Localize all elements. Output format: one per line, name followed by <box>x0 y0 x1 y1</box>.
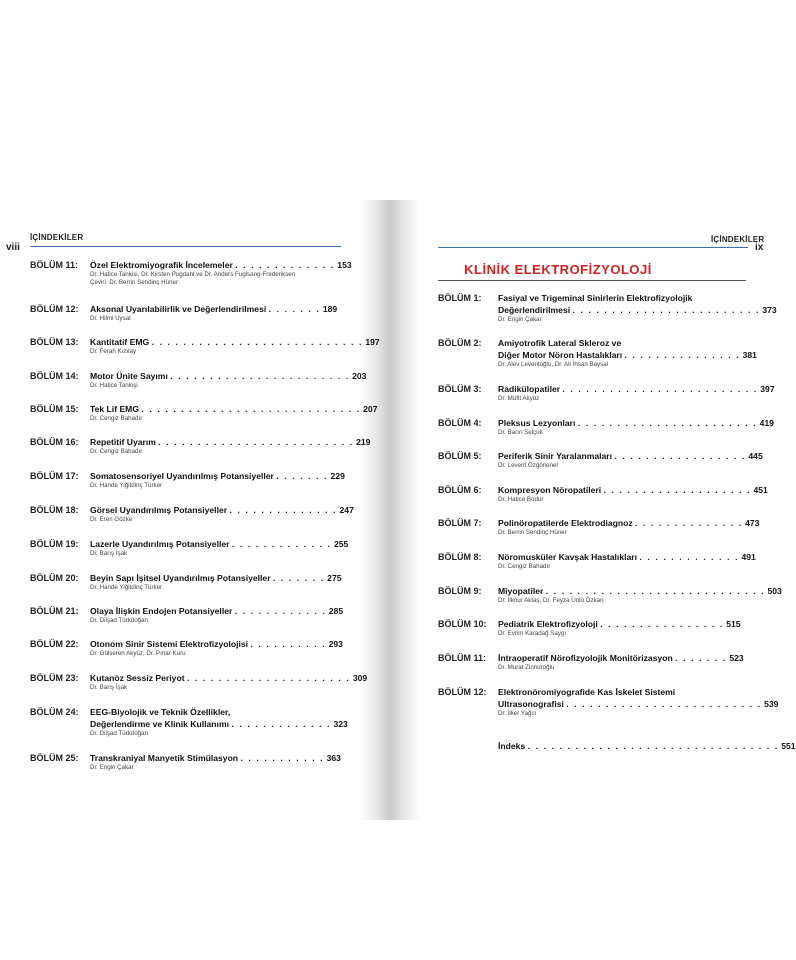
author-line: Dr. Barış İşak <box>90 684 128 691</box>
chapter-title-line <box>498 653 744 663</box>
author-line: Dr. Ferah Kızılay <box>90 348 137 355</box>
chapter-title-line <box>498 384 775 394</box>
dot-leader: . . . . . . . . . . . . . . . . . <box>614 451 746 461</box>
chapter-title-line <box>90 304 337 314</box>
dot-leader: . . . . . . . . . . . . . . . . <box>600 619 724 629</box>
chapter-title-line <box>90 471 345 481</box>
chapter-label: BÖLÜM 14: <box>30 371 79 381</box>
chapter-title-line <box>90 404 377 414</box>
chapter-label: BÖLÜM 22: <box>30 639 79 649</box>
dot-leader: . . . . . . . . . . . . . . . <box>624 350 741 360</box>
dot-leader: . . . . . . . . . . . . . . . . . . . . . . . . <box>572 305 760 315</box>
chapter-title-line <box>498 485 768 495</box>
chapter-title: Pediatrik Elektrofizyoloji <box>498 619 598 629</box>
dot-leader: . . . . . . . . . . . . . . <box>229 505 338 515</box>
chapter-title: Transkraniyal Manyetik Stimülasyon <box>90 753 239 763</box>
chapter-title: Aksonal Uyarılabilirlik ve Değerlendirilmesi <box>90 304 267 314</box>
author-line: Dr. Dilşad Türkdoğan <box>90 730 149 737</box>
chapter-label: BÖLÜM 8: <box>438 552 482 562</box>
chapter-label: BÖLÜM 25: <box>30 753 79 763</box>
left-page-number: viii <box>6 242 20 253</box>
chapter-title: Özel Elektromiyografik İncelemeler <box>90 260 233 270</box>
chapter-title-line <box>498 305 777 315</box>
chapter-label: BÖLÜM 11: <box>30 260 79 270</box>
author-line: Dr. Cengiz Bahadır <box>498 563 551 570</box>
translator-line: Çeviri: Dr. Berrin Sendinç Hüner <box>90 279 179 286</box>
author-line: Dr. Murat Zinnuroğlu <box>498 664 555 671</box>
chapter-title: Radikülopatiler <box>498 384 561 394</box>
author-line: Dr. İlknur Aktaş, Dr. Feyza Ünlü Özkan <box>498 597 604 604</box>
page-number: 255 <box>333 539 349 549</box>
author-line: Dr. Barın Selçuk <box>498 429 543 436</box>
author-line: Dr. Dilşad Türkdoğan <box>90 617 149 624</box>
chapter-title-line1: Fasiyal ve Trigeminal Sinirlerin Elektrofizyolojik <box>498 293 693 303</box>
page-number: 189 <box>322 304 338 314</box>
chapter-title-line <box>90 719 348 729</box>
author-line: Dr. Hande Yiğitdinç Türker <box>90 482 163 489</box>
dot-leader: . . . . . . . <box>276 471 329 481</box>
right-header-rule <box>438 247 748 248</box>
chapter-title: İntraoperatif Nörofizyolojik Monitörizasyon <box>498 653 673 663</box>
dot-leader: . . . . . . . . . . . . . . . . . . . . . . . . . . . <box>151 337 363 347</box>
author-line: Dr. Cengiz Bahadır <box>90 448 143 455</box>
page-number: 247 <box>339 505 354 515</box>
chapter-label: BÖLÜM 11: <box>438 653 487 663</box>
dot-leader: . . . . . . . . . . . . . . . . . . . . . . . <box>577 418 758 428</box>
dot-leader: . . . . . . . . . . . . . . . . . . . <box>603 485 752 495</box>
chapter-title-line <box>90 606 343 616</box>
chapter-label: BÖLÜM 9: <box>438 586 482 596</box>
dot-leader: . . . . . . . . . . . . . <box>231 719 332 729</box>
chapter-title-line1: Amiyotrofik Lateral Skleroz ve <box>498 338 622 348</box>
chapter-title-line <box>90 337 380 347</box>
section-title-rule <box>438 280 746 281</box>
page-number: 219 <box>356 437 371 447</box>
page-number: 363 <box>326 753 341 763</box>
left-header-rule <box>30 246 341 247</box>
dot-leader: . . . . . . . . . . . . . . . . . . . . . . . . . <box>158 437 354 447</box>
chapter-title: Ultrasonografisi <box>498 699 564 709</box>
author-line: Dr. Evrim Karadağ Saygı <box>498 630 567 637</box>
chapter-title-line1: Elektronöromiyografide Kas İskelet Sistemi <box>498 687 676 697</box>
page-number: 153 <box>337 260 352 270</box>
author-line: Dr. Cengiz Bahadır <box>90 415 143 422</box>
author-line: Dr. Hande Yiğitdinç Türker <box>90 584 163 591</box>
dot-leader: . . . . . . . . . . . . . . . . . . . . . . . . . . . . <box>545 586 766 596</box>
chapter-label: BÖLÜM 3: <box>438 384 482 394</box>
page-number: 523 <box>729 653 744 663</box>
chapter-label: BÖLÜM 24: <box>30 707 79 717</box>
dot-leader: . . . . . . . . . . <box>250 639 327 649</box>
dot-leader: . . . . . . . <box>675 653 727 663</box>
page-number: 515 <box>726 619 741 629</box>
author-line: Dr. Eren Gözke <box>90 516 133 523</box>
chapter-title-line <box>90 371 366 381</box>
page-number: 381 <box>742 350 757 360</box>
page-number: 197 <box>365 337 380 347</box>
chapter-title: Somatosensoriyel Uyandırılmış Potansiyeller <box>90 471 274 481</box>
author-line: Dr. Müfit Akyüz <box>498 395 540 402</box>
chapter-title-line <box>498 586 782 596</box>
author-line: Dr. Engin Çakar <box>90 764 134 771</box>
page-number: 229 <box>330 471 345 481</box>
chapter-title-line <box>90 753 341 763</box>
chapter-label: BÖLÜM 2: <box>438 338 482 348</box>
chapter-title: Değerlendirme ve Klinik Kullanımı <box>90 719 229 729</box>
chapter-label: BÖLÜM 10: <box>438 619 487 629</box>
chapter-title-line <box>498 619 741 629</box>
page-number: 451 <box>753 485 768 495</box>
chapter-label: BÖLÜM 20: <box>30 573 79 583</box>
chapter-label: BÖLÜM 12: <box>30 304 79 314</box>
chapter-title-line <box>498 552 756 562</box>
dot-leader: . . . . . . . . . . . . . . . . . . . . . <box>186 673 351 683</box>
chapter-label: BÖLÜM 16: <box>30 437 79 447</box>
author-line: Dr. Barış İşak <box>90 550 128 557</box>
dot-leader: . . . . . . . . . . . . . . . . . . . . . . . <box>170 371 350 381</box>
chapter-title-line <box>498 451 763 461</box>
index-leader: . . . . . . . . . . . . . . . . . . . . . . . . . . . . . . . . <box>527 741 779 751</box>
page-number: 445 <box>748 451 763 461</box>
chapter-title-line <box>90 673 367 683</box>
dot-leader: . . . . . . . . . . . . . <box>639 552 740 562</box>
chapter-title-line <box>90 639 343 649</box>
page-number: 203 <box>352 371 367 381</box>
chapter-title: Motor Ünite Sayımı <box>90 371 168 381</box>
page-number: 397 <box>760 384 775 394</box>
chapter-label: BÖLÜM 17: <box>30 471 79 481</box>
chapter-label: BÖLÜM 23: <box>30 673 79 683</box>
section-title: KLİNİK ELEKTROFİZYOLOJİ <box>464 262 652 277</box>
chapter-title: Kompresyon Nöropatileri <box>498 485 602 495</box>
chapter-title: Polinöropatilerde Elektrodiagnoz <box>498 518 633 528</box>
page-number: 491 <box>741 552 756 562</box>
chapter-title: Kantitatif EMG <box>90 337 150 347</box>
dot-leader: . . . . . . . . . . . . . <box>235 260 335 270</box>
chapter-title: Görsel Uyandırılmış Potansiyeller <box>90 505 228 515</box>
author-line: Dr. Hatice Tankişi <box>90 382 138 389</box>
page-number: 207 <box>363 404 378 414</box>
dot-leader: . . . . . . . . . . . . . . . . . . . . . . . . . <box>566 699 762 709</box>
chapter-label: BÖLÜM 4: <box>438 418 482 428</box>
author-line: Dr. Levent Özgönenel <box>498 462 558 469</box>
chapter-label: BÖLÜM 12: <box>438 687 487 697</box>
dot-leader: . . . . . . . . . . . . . . . . . . . . . . . . . . . . <box>141 404 361 414</box>
chapter-title-line <box>90 437 370 447</box>
chapter-title: Olaya İlişkin Endojen Potansiyeller <box>90 606 233 616</box>
dot-leader: . . . . . . . . . . . . . . . . . . . . . . . . . <box>562 384 758 394</box>
chapter-title-line <box>498 518 759 528</box>
chapter-label: BÖLÜM 15: <box>30 404 79 414</box>
chapter-title: Repetitif Uyarım <box>90 437 156 447</box>
chapter-label: BÖLÜM 19: <box>30 539 79 549</box>
page-number: 309 <box>352 673 368 683</box>
author-line: Dr. Alev Leventoğlu, Dr. Ali İhsan Baysal <box>498 361 609 368</box>
dot-leader: . . . . . . . . . . . <box>240 753 325 763</box>
chapter-title: Diğer Motor Nöron Hastalıkları <box>498 350 623 360</box>
book-gutter-shadow <box>360 200 420 820</box>
chapter-title-line <box>90 573 342 583</box>
dot-leader: . . . . . . . . . . . . <box>234 606 327 616</box>
right-page-header: İÇİNDEKİLER <box>711 235 765 244</box>
author-line: Dr. Hatice Bodur <box>498 496 544 503</box>
chapter-title-line <box>90 539 348 549</box>
page-number: 473 <box>745 518 760 528</box>
index-title: İndeks <box>498 741 526 751</box>
author-line: Dr. Engin Çakar <box>498 316 542 323</box>
chapter-title: Nöromusküler Kavşak Hastalıkları <box>498 552 637 562</box>
chapter-title-line <box>90 505 354 515</box>
dot-leader: . . . . . . . <box>272 573 325 583</box>
chapter-label: BÖLÜM 21: <box>30 606 79 616</box>
chapter-title-line <box>498 418 774 428</box>
chapter-title: Kutanöz Sessiz Periyot <box>90 673 185 683</box>
chapter-label: BÖLÜM 1: <box>438 293 482 303</box>
chapter-title-line <box>498 699 778 709</box>
page-number: 275 <box>327 573 342 583</box>
chapter-label: BÖLÜM 18: <box>30 505 79 515</box>
chapter-title: Beyin Sapı İşitsel Uyandırılmış Potansiyeller <box>90 573 271 583</box>
page-number: 539 <box>764 699 779 709</box>
left-page-header: İÇİNDEKİLER <box>30 233 84 242</box>
chapter-label: BÖLÜM 13: <box>30 337 79 347</box>
page-number: 503 <box>767 586 782 596</box>
author-line: Dr. İlker Yağcı <box>498 710 537 717</box>
index-line <box>498 741 796 751</box>
chapter-title: Lazerle Uyandırılmış Potansiyeller <box>90 539 230 549</box>
page-number: 323 <box>333 719 348 729</box>
chapter-title-line <box>90 260 352 270</box>
author-line: Dr. Berrin Sendinç Hüner <box>498 529 567 536</box>
chapter-title: Miyopatiler <box>498 586 544 596</box>
page-number: 373 <box>762 305 777 315</box>
page-number: 293 <box>328 639 343 649</box>
chapter-title: Otonom Sinir Sistemi Elektrofizyolojisi <box>90 639 249 649</box>
author-line: Dr. Gülseren Akyüz, Dr. Pınar Kuru <box>90 650 186 657</box>
page-number: 419 <box>759 418 774 428</box>
author-line: Dr. Hilmi Uysal <box>90 315 131 322</box>
chapter-title-line1: EEG-Biyolojik ve Teknik Özellikler, <box>90 707 231 717</box>
index-page: 551 <box>781 741 796 751</box>
dot-leader: . . . . . . . . . . . . . . <box>635 518 743 528</box>
dot-leader: . . . . . . . . . . . . . <box>231 539 332 549</box>
chapter-title: Pleksus Lezyonları <box>498 418 576 428</box>
chapter-title-line <box>498 350 757 360</box>
chapter-label: BÖLÜM 5: <box>438 451 482 461</box>
chapter-title: Tek Lif EMG <box>90 404 140 414</box>
chapter-title: Periferik Sinir Yaralanmaları <box>498 451 613 461</box>
chapter-label: BÖLÜM 7: <box>438 518 482 528</box>
chapter-title: Değerlendirilmesi <box>498 305 571 315</box>
page-number: 285 <box>328 606 344 616</box>
dot-leader: . . . . . . . <box>268 304 321 314</box>
chapter-label: BÖLÜM 6: <box>438 485 482 495</box>
author-line: Dr. Hatice Tankisi, Dr. Kirsten Pugdahl ve Dr. Anders Fuglsang-Frederiksen <box>90 271 296 278</box>
right-page-number: ix <box>755 242 764 253</box>
